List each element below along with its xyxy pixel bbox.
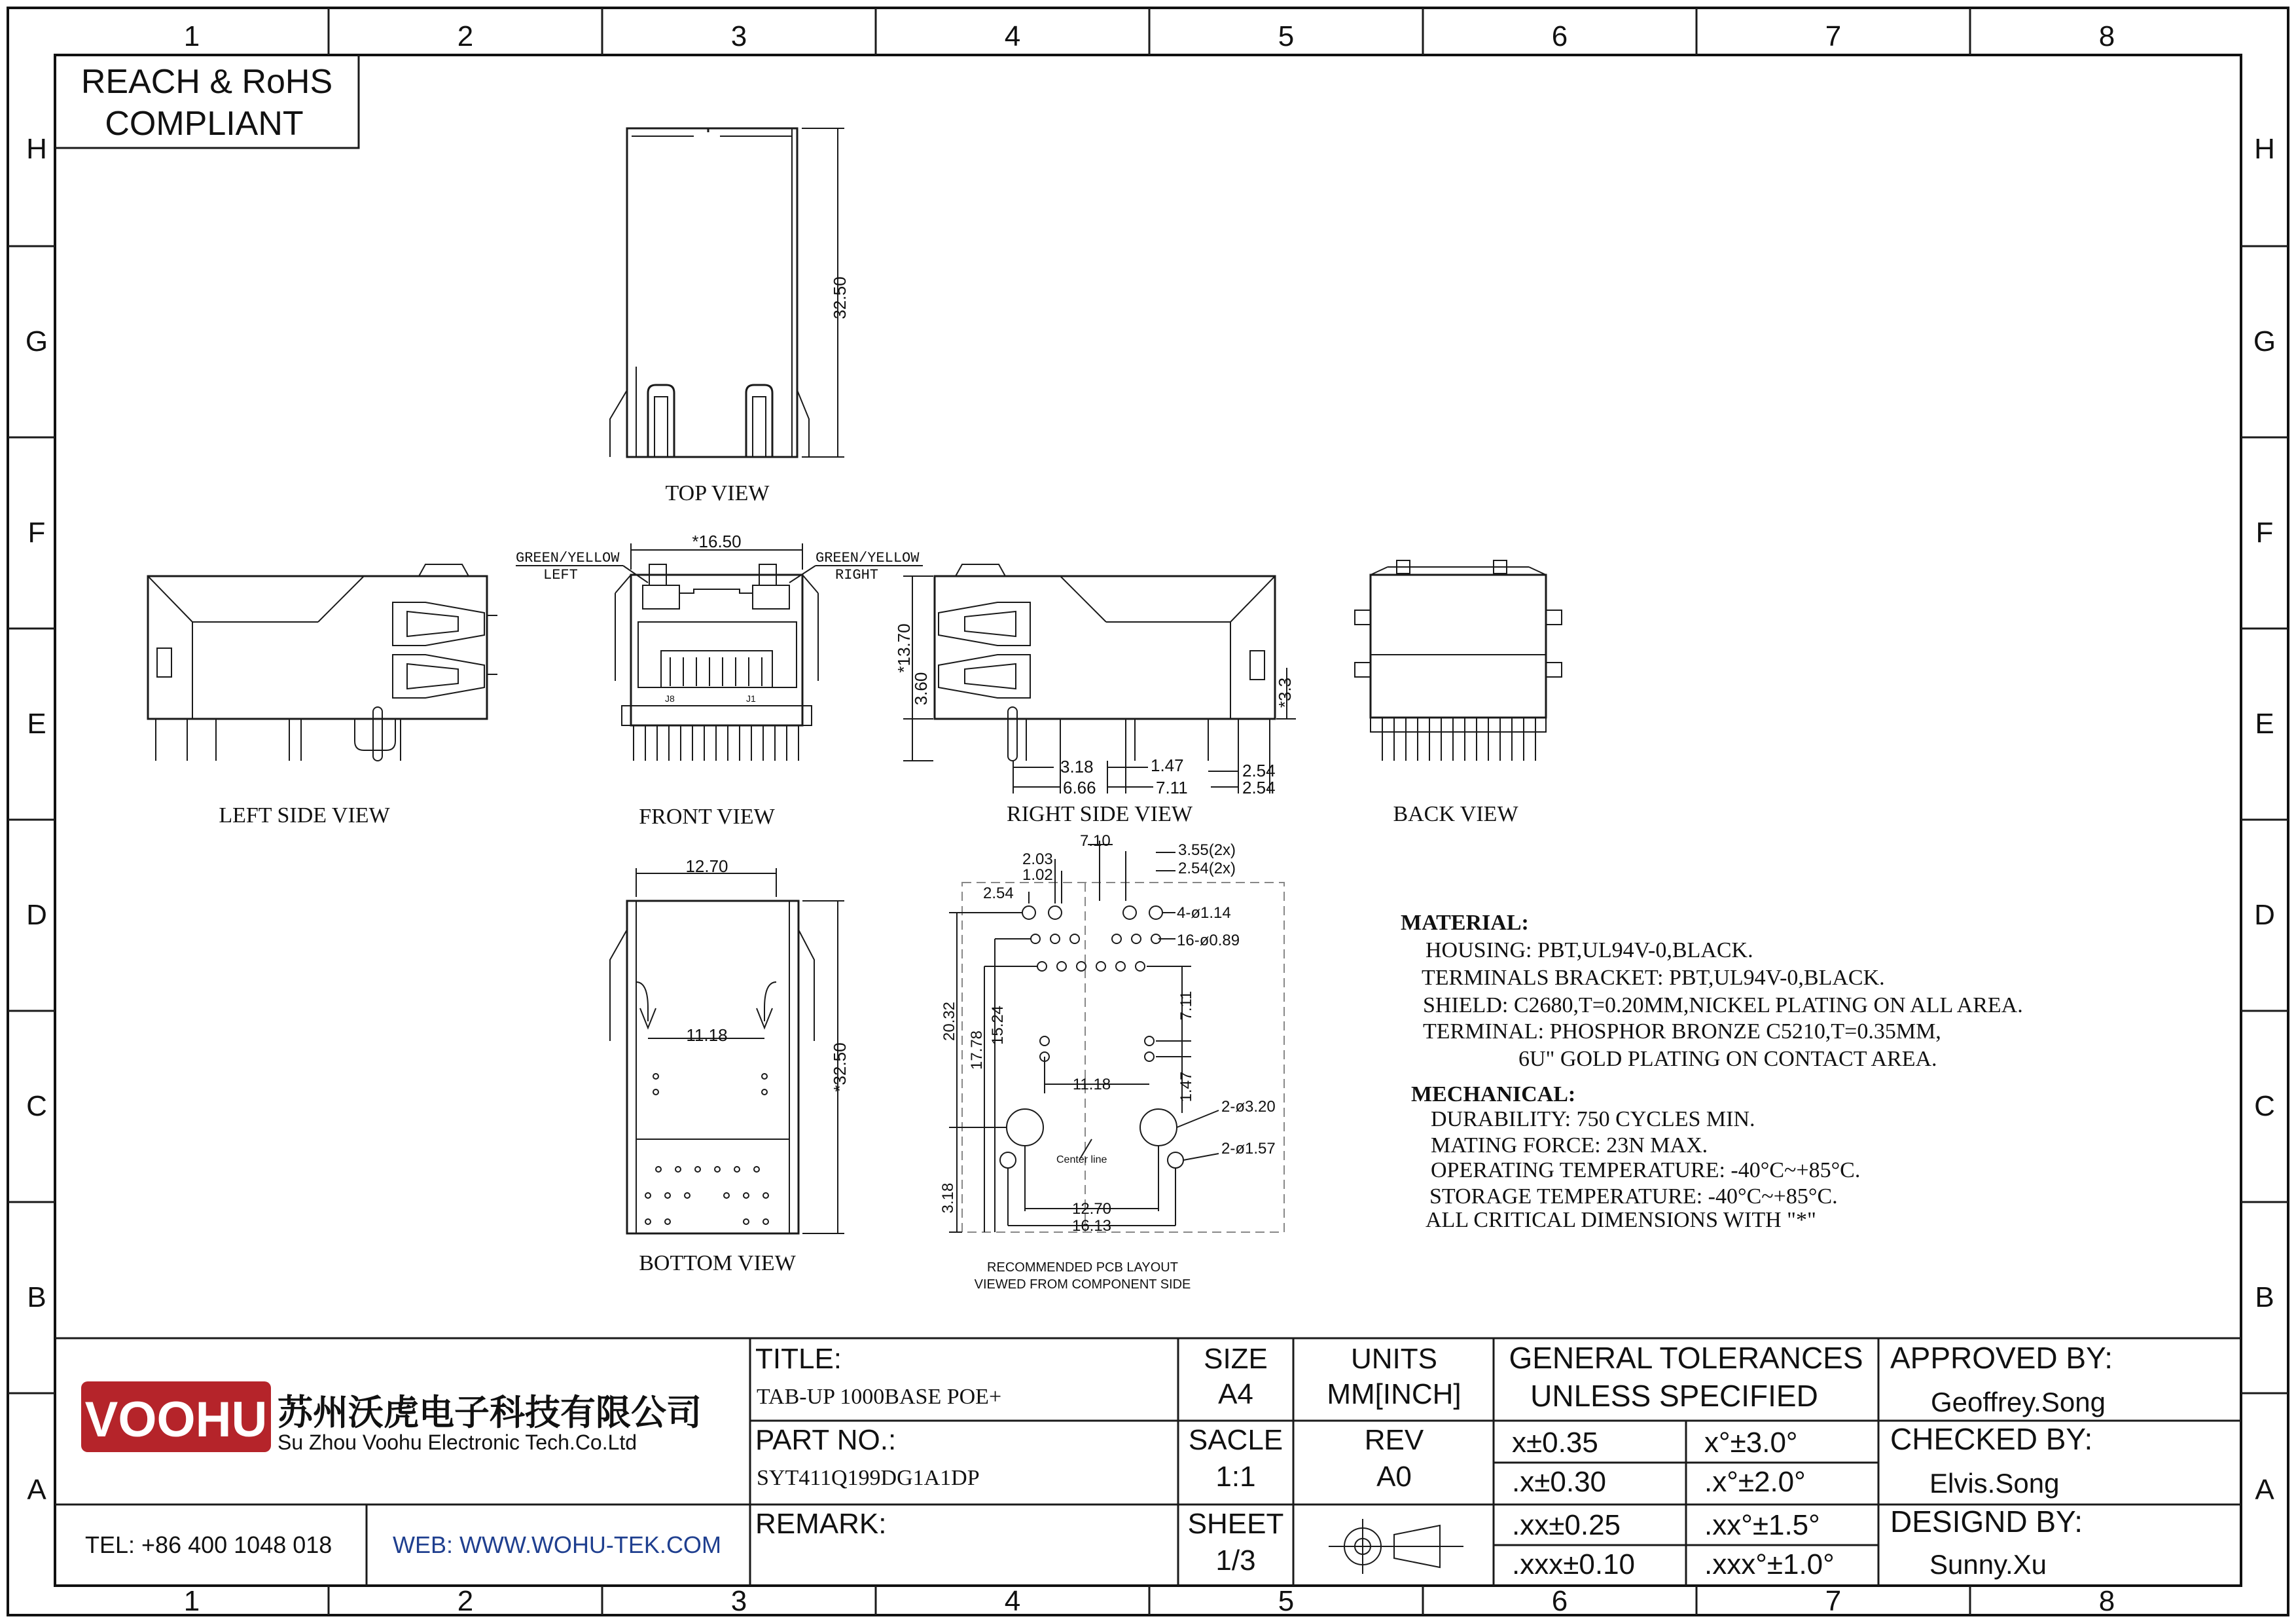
approved-label: APPROVED BY: (1890, 1341, 2113, 1375)
tol-linear-0: x±0.35 (1512, 1427, 1598, 1459)
zone-row-d-right: D (2254, 899, 2275, 931)
mechanical-line-3: OPERATING TEMPERATURE: -40°C~+85°C. (1431, 1158, 1861, 1182)
material-line-4: TERMINAL: PHOSPHOR BRONZE C5210,T=0.35MM, (1423, 1019, 1941, 1044)
pcb-caption-1: RECOMMENDED PCB LAYOUT (987, 1260, 1178, 1275)
tolerance-heading-2: UNLESS SPECIFIED (1530, 1379, 1818, 1413)
pcb-dim-114: 4-ø1.14 (1177, 904, 1231, 922)
bottom-width-dim: 12.70 (685, 856, 728, 876)
size-label: SIZE (1204, 1343, 1268, 1375)
back-view (1355, 560, 1562, 826)
zone-row-f-left: F (27, 517, 46, 549)
material-heading: MATERIAL: (1401, 911, 1529, 935)
pcb-dim-089: 16-ø0.89 (1177, 932, 1240, 949)
tol-angle-2: .xx°±1.5° (1704, 1509, 1820, 1541)
pcb-dim-355: 3.55(2x) (1178, 841, 1236, 859)
zone-row-d-left: D (26, 899, 47, 931)
zone-row-c-left: C (26, 1090, 47, 1122)
led-right-color: GREEN/YELLOW (816, 550, 920, 566)
pcb-dim-1270: 12.70 (1071, 1200, 1112, 1218)
zone-col-4-bottom: 4 (1004, 1585, 1021, 1617)
material-line-2: TERMINALS BRACKET: PBT,UL94V-0,BLACK. (1422, 966, 1885, 990)
size-value: A4 (1218, 1378, 1253, 1410)
right-height-dim: *13.70 (894, 623, 914, 673)
compliance-box (55, 55, 359, 148)
mechanical-line-1: DURABILITY: 750 CYCLES MIN. (1431, 1107, 1755, 1131)
bottom-inner-dim: 11.18 (686, 1025, 728, 1045)
right-dim-254b: 2.54 (1242, 778, 1276, 797)
zone-row-h-right: H (2254, 133, 2275, 165)
tol-linear-2: .xx±0.25 (1512, 1509, 1621, 1541)
sheet-label: SHEET (1187, 1508, 1284, 1540)
top-view (610, 128, 850, 505)
tolerance-heading-1: GENERAL TOLERANCES (1509, 1341, 1863, 1375)
material-line-5: 6U" GOLD PLATING ON CONTACT AREA. (1518, 1047, 1937, 1071)
bottom-view-label: BOTTOM VIEW (639, 1251, 796, 1275)
zone-col-4-top: 4 (1004, 20, 1021, 52)
title-block (55, 1338, 2241, 1586)
zone-row-f-right: F (2255, 517, 2274, 549)
top-view-label: TOP VIEW (665, 481, 770, 505)
right-dim-318: 3.18 (1060, 757, 1094, 776)
tol-angle-0: x°±3.0° (1704, 1427, 1798, 1459)
zone-col-5-bottom: 5 (1278, 1585, 1295, 1617)
projection-symbol-icon (1329, 1519, 1463, 1574)
zone-col-1-bottom: 1 (183, 1585, 200, 1617)
material-notes (1401, 911, 2023, 1232)
tol-linear-1: .x±0.30 (1512, 1466, 1607, 1498)
tol-angle-3: .xxx°±1.0° (1704, 1548, 1835, 1580)
checked-label: CHECKED BY: (1890, 1422, 2093, 1456)
company-name-cn: 苏州沃虎电子科技有限公司 (278, 1393, 702, 1432)
pcb-dim-102: 1.02 (1022, 866, 1053, 884)
front-view-label: FRONT VIEW (639, 805, 775, 829)
right-side-view (894, 564, 1296, 826)
part-no-label: PART NO.: (755, 1424, 897, 1456)
units-value: MM[INCH] (1327, 1378, 1462, 1410)
front-width-dim: *16.50 (692, 532, 742, 551)
pcb-dim-320: 2-ø3.20 (1221, 1098, 1276, 1116)
zone-col-6-bottom: 6 (1551, 1585, 1568, 1617)
mechanical-line-4: STORAGE TEMPERATURE: -40°C~+85°C. (1429, 1184, 1838, 1209)
tol-angle-1: .x°±2.0° (1704, 1466, 1806, 1498)
zone-col-5-top: 5 (1278, 20, 1295, 52)
right-height2-dim: 3.60 (911, 672, 931, 706)
zone-row-h-left: H (26, 133, 47, 165)
designed-label: DESIGND BY: (1890, 1504, 2083, 1539)
back-view-label: BACK VIEW (1393, 802, 1518, 826)
top-length-dim: 32.50 (830, 276, 850, 319)
zone-col-8-bottom: 8 (2098, 1585, 2115, 1617)
zone-row-e-right: E (2255, 708, 2274, 740)
title-label: TITLE: (755, 1343, 842, 1375)
zone-row-c-right: C (2254, 1090, 2275, 1122)
left-side-view-label: LEFT SIDE VIEW (219, 803, 390, 828)
pcb-dim-710: 7.10 (1080, 832, 1111, 850)
bottom-length-dim: *32.50 (830, 1042, 850, 1092)
pcb-caption-2: VIEWED FROM COMPONENT SIDE (974, 1277, 1191, 1292)
material-line-1: HOUSING: PBT,UL94V-0,BLACK. (1426, 938, 1753, 962)
zone-row-a-left: A (27, 1474, 46, 1506)
right-dim-147: 1.47 (1151, 756, 1184, 775)
led-right-side: RIGHT (835, 567, 879, 583)
mechanical-line-2: MATING FORCE: 23N MAX. (1431, 1133, 1708, 1158)
right-side-view-label: RIGHT SIDE VIEW (1007, 802, 1193, 826)
left-side-view (148, 564, 497, 828)
zone-col-8-top: 8 (2098, 20, 2115, 52)
company-name-en: Su Zhou Voohu Electronic Tech.Co.Ltd (278, 1431, 637, 1454)
zone-col-1-top: 1 (183, 20, 200, 52)
zone-row-g-right: G (2253, 325, 2276, 357)
zone-row-g-left: G (25, 325, 48, 357)
bottom-view (610, 856, 850, 1275)
compliance-line-2: COMPLIANT (105, 105, 304, 143)
pcb-dim-318: 3.18 (939, 1182, 957, 1214)
contact-tel: TEL: +86 400 1048 018 (85, 1531, 332, 1558)
led-left-color: GREEN/YELLOW (516, 550, 620, 566)
front-view (516, 532, 923, 829)
pcb-dim-254x: 2.54(2x) (1178, 860, 1236, 877)
pcb-centerline-label: Center line (1056, 1154, 1107, 1165)
jack-pin-j8: J8 (665, 693, 675, 704)
part-no-value: SYT411Q199DG1A1DP (757, 1466, 980, 1490)
title-value: TAB-UP 1000BASE POE+ (757, 1385, 1002, 1409)
pcb-dim-147: 1.47 (1177, 1071, 1195, 1103)
approved-value: Geoffrey.Song (1931, 1387, 2106, 1417)
compliance-line-1: REACH & RoHS (81, 63, 333, 101)
pcb-layout (939, 832, 1284, 1292)
contact-web: WEB: WWW.WOHU-TEK.COM (393, 1531, 721, 1558)
zone-col-3-top: 3 (730, 20, 747, 52)
pcb-dim-1524: 15.24 (989, 1005, 1007, 1046)
rev-value: A0 (1376, 1461, 1412, 1493)
right-dim-666: 6.66 (1063, 778, 1096, 797)
pcb-dim-1118: 11.18 (1072, 1076, 1111, 1093)
led-left-side: LEFT (543, 567, 578, 583)
checked-value: Elvis.Song (1929, 1468, 2060, 1499)
pcb-dim-711: 7.11 (1177, 991, 1195, 1021)
right-33-dim: *3.3 (1275, 677, 1295, 708)
mechanical-heading: MECHANICAL: (1411, 1082, 1576, 1106)
right-dim-711: 7.11 (1156, 778, 1188, 797)
scale-value: 1:1 (1215, 1461, 1256, 1493)
remark-label: REMARK: (755, 1508, 887, 1540)
pcb-dim-1778: 17.78 (968, 1030, 986, 1070)
zone-col-2-bottom: 2 (457, 1585, 474, 1617)
zone-row-a-right: A (2255, 1474, 2274, 1506)
zone-col-7-bottom: 7 (1825, 1585, 1842, 1617)
mechanical-line-5: ALL CRITICAL DIMENSIONS WITH "*" (1426, 1208, 1816, 1232)
zone-row-e-left: E (27, 708, 46, 740)
zone-row-b-right: B (2255, 1281, 2274, 1313)
right-dim-254a: 2.54 (1242, 761, 1276, 780)
zone-col-6-top: 6 (1551, 20, 1568, 52)
rev-label: REV (1364, 1424, 1424, 1456)
jack-pin-j1: J1 (746, 693, 756, 704)
zone-row-b-left: B (27, 1281, 46, 1313)
pcb-dim-1613: 16.13 (1071, 1217, 1112, 1235)
zone-col-2-top: 2 (457, 20, 474, 52)
pcb-dim-203: 2.03 (1022, 850, 1053, 868)
scale-label: SACLE (1188, 1424, 1283, 1456)
tol-linear-3: .xxx±0.10 (1512, 1548, 1636, 1580)
zone-col-3-bottom: 3 (730, 1585, 747, 1617)
units-label: UNITS (1351, 1343, 1437, 1375)
pcb-dim-254: 2.54 (983, 884, 1014, 902)
sheet-value: 1/3 (1215, 1544, 1256, 1577)
pcb-dim-157: 2-ø1.57 (1221, 1140, 1276, 1158)
material-line-3: SHIELD: C2680,T=0.20MM,NICKEL PLATING ON ALL AREA. (1423, 993, 2023, 1017)
zone-col-7-top: 7 (1825, 20, 1842, 52)
logo-text: VOOHU (84, 1392, 268, 1448)
designed-value: Sunny.Xu (1929, 1549, 2047, 1580)
pcb-dim-2032: 20.32 (941, 1001, 958, 1042)
